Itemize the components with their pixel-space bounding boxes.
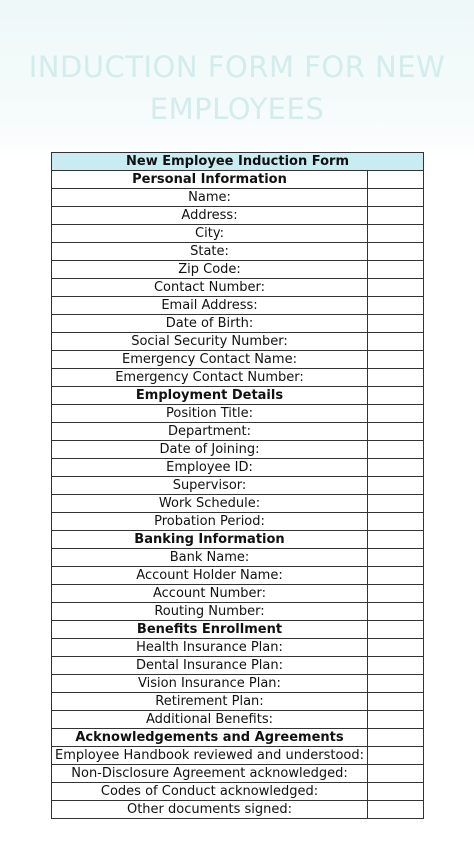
field-value-cell[interactable] bbox=[368, 225, 424, 243]
section-blank-cell bbox=[368, 171, 424, 189]
field-label: Date of Birth: bbox=[52, 315, 368, 333]
field-value-cell[interactable] bbox=[368, 315, 424, 333]
field-row bbox=[52, 513, 424, 531]
field-label: City: bbox=[52, 225, 368, 243]
field-row bbox=[52, 189, 424, 207]
field-label: Vision Insurance Plan: bbox=[52, 675, 368, 693]
field-row bbox=[52, 603, 424, 621]
field-label: Dental Insurance Plan: bbox=[52, 657, 368, 675]
field-row bbox=[52, 333, 424, 351]
field-value-cell[interactable] bbox=[368, 549, 424, 567]
field-value-cell[interactable] bbox=[368, 603, 424, 621]
field-row bbox=[52, 657, 424, 675]
field-value-cell[interactable] bbox=[368, 711, 424, 729]
field-value-cell[interactable] bbox=[368, 333, 424, 351]
field-row bbox=[52, 585, 424, 603]
field-row bbox=[52, 711, 424, 729]
field-value-cell[interactable] bbox=[368, 765, 424, 783]
section-title: Acknowledgements and Agreements bbox=[52, 729, 368, 747]
field-row bbox=[52, 801, 424, 819]
field-row bbox=[52, 225, 424, 243]
field-value-cell[interactable] bbox=[368, 567, 424, 585]
field-label: Employee Handbook reviewed and understood: bbox=[52, 747, 368, 765]
field-row bbox=[52, 441, 424, 459]
field-label: Social Security Number: bbox=[52, 333, 368, 351]
field-label: Zip Code: bbox=[52, 261, 368, 279]
section-blank-cell bbox=[368, 729, 424, 747]
field-label: Email Address: bbox=[52, 297, 368, 315]
field-label: Date of Joining: bbox=[52, 441, 368, 459]
field-value-cell[interactable] bbox=[368, 675, 424, 693]
field-value-cell[interactable] bbox=[368, 261, 424, 279]
field-label: Other documents signed: bbox=[52, 801, 368, 819]
section-blank-cell bbox=[368, 621, 424, 639]
section-header-row bbox=[52, 387, 424, 405]
field-value-cell[interactable] bbox=[368, 693, 424, 711]
field-row bbox=[52, 675, 424, 693]
document-title bbox=[0, 46, 474, 130]
field-value-cell[interactable] bbox=[368, 423, 424, 441]
field-row bbox=[52, 567, 424, 585]
field-row bbox=[52, 459, 424, 477]
field-row bbox=[52, 783, 424, 801]
field-value-cell[interactable] bbox=[368, 639, 424, 657]
field-label: Work Schedule: bbox=[52, 495, 368, 513]
field-row bbox=[52, 423, 424, 441]
field-label: Codes of Conduct acknowledged: bbox=[52, 783, 368, 801]
section-title: Banking Information bbox=[52, 531, 368, 549]
field-value-cell[interactable] bbox=[368, 351, 424, 369]
field-label: Non-Disclosure Agreement acknowledged: bbox=[52, 765, 368, 783]
field-label: Name: bbox=[52, 189, 368, 207]
field-value-cell[interactable] bbox=[368, 495, 424, 513]
field-row bbox=[52, 405, 424, 423]
field-row bbox=[52, 315, 424, 333]
document-title-line-1: INDUCTION FORM FOR NEW bbox=[28, 50, 446, 84]
field-value-cell[interactable] bbox=[368, 279, 424, 297]
field-label: Position Title: bbox=[52, 405, 368, 423]
section-header-row bbox=[52, 621, 424, 639]
section-title: Employment Details bbox=[52, 387, 368, 405]
field-label: Employee ID: bbox=[52, 459, 368, 477]
field-row bbox=[52, 351, 424, 369]
field-label: Routing Number: bbox=[52, 603, 368, 621]
field-row bbox=[52, 477, 424, 495]
field-label: State: bbox=[52, 243, 368, 261]
field-label: Probation Period: bbox=[52, 513, 368, 531]
field-value-cell[interactable] bbox=[368, 441, 424, 459]
field-row bbox=[52, 693, 424, 711]
field-value-cell[interactable] bbox=[368, 189, 424, 207]
field-row bbox=[52, 279, 424, 297]
field-label: Bank Name: bbox=[52, 549, 368, 567]
field-label: Emergency Contact Name: bbox=[52, 351, 368, 369]
field-label: Health Insurance Plan: bbox=[52, 639, 368, 657]
field-row bbox=[52, 747, 424, 765]
field-row bbox=[52, 549, 424, 567]
induction-form-table bbox=[51, 152, 424, 819]
document-title-line-2: EMPLOYEES bbox=[149, 92, 325, 126]
field-value-cell[interactable] bbox=[368, 585, 424, 603]
field-row bbox=[52, 297, 424, 315]
field-value-cell[interactable] bbox=[368, 801, 424, 819]
field-value-cell[interactable] bbox=[368, 243, 424, 261]
field-value-cell[interactable] bbox=[368, 657, 424, 675]
field-value-cell[interactable] bbox=[368, 747, 424, 765]
section-blank-cell bbox=[368, 387, 424, 405]
field-label: Contact Number: bbox=[52, 279, 368, 297]
field-row bbox=[52, 369, 424, 387]
section-header-row bbox=[52, 171, 424, 189]
field-value-cell[interactable] bbox=[368, 783, 424, 801]
field-label: Address: bbox=[52, 207, 368, 225]
field-value-cell[interactable] bbox=[368, 459, 424, 477]
section-blank-cell bbox=[368, 531, 424, 549]
field-label: Emergency Contact Number: bbox=[52, 369, 368, 387]
field-value-cell[interactable] bbox=[368, 207, 424, 225]
field-value-cell[interactable] bbox=[368, 297, 424, 315]
field-row bbox=[52, 261, 424, 279]
form-header: New Employee Induction Form bbox=[52, 153, 424, 171]
field-row bbox=[52, 765, 424, 783]
section-header-row bbox=[52, 729, 424, 747]
field-label: Department: bbox=[52, 423, 368, 441]
field-row bbox=[52, 639, 424, 657]
field-label: Supervisor: bbox=[52, 477, 368, 495]
field-value-cell[interactable] bbox=[368, 369, 424, 387]
field-row bbox=[52, 495, 424, 513]
section-title: Personal Information bbox=[52, 171, 368, 189]
field-label: Account Holder Name: bbox=[52, 567, 368, 585]
field-label: Retirement Plan: bbox=[52, 693, 368, 711]
field-value-cell[interactable] bbox=[368, 477, 424, 495]
field-value-cell[interactable] bbox=[368, 405, 424, 423]
form-header-row bbox=[52, 153, 424, 171]
field-row bbox=[52, 207, 424, 225]
section-header-row bbox=[52, 531, 424, 549]
field-row bbox=[52, 243, 424, 261]
field-value-cell[interactable] bbox=[368, 513, 424, 531]
field-label: Additional Benefits: bbox=[52, 711, 368, 729]
section-title: Benefits Enrollment bbox=[52, 621, 368, 639]
field-label: Account Number: bbox=[52, 585, 368, 603]
